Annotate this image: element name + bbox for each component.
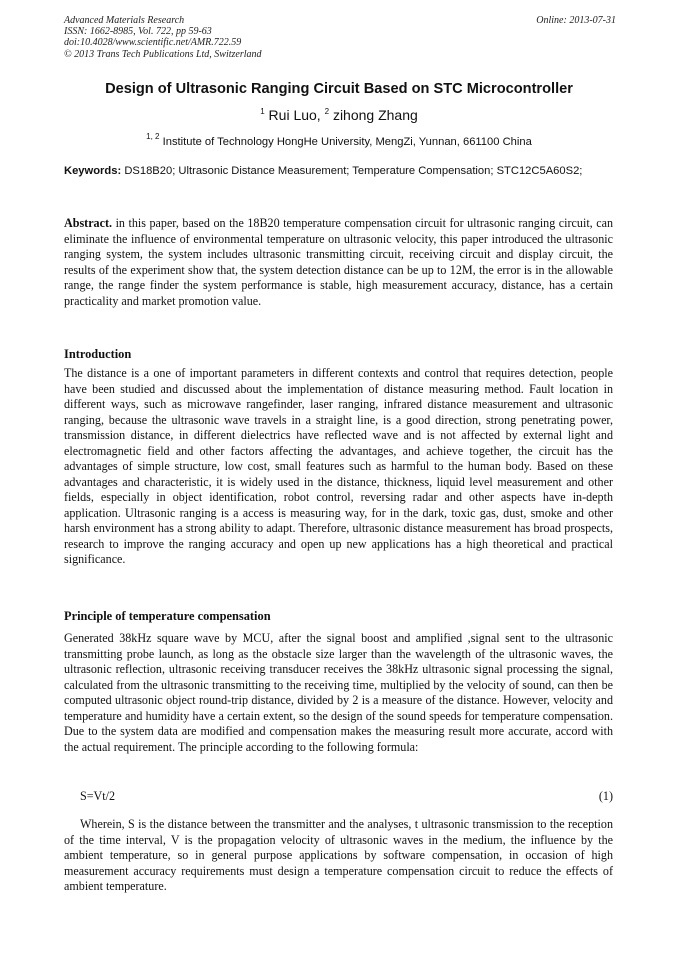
- abstract-block: [64, 216, 613, 309]
- author-1-sup: 1: [260, 107, 265, 116]
- equation-1: [80, 789, 613, 804]
- keywords-block: [64, 164, 613, 179]
- equation-explanation-paragraph: Wherein, S is the distance between the transmitter and the analyses, t ultrasonic transmission to the reception of the time interval, V is the propagation velocity of ultrasonic waves in the medium, the influence by the ambient temperature, so in general purpose applications by software compensation, in occasion of high measurement accuracy requirements must design a temperature compensation circuit to reduce the effects of ambient temperature.: [64, 817, 613, 893]
- journal-copyright: © 2013 Trans Tech Publications Ltd, Switzerland: [64, 48, 262, 60]
- introduction-heading: Introduction: [64, 347, 132, 361]
- journal-issn: ISSN: 1662-8985, Vol. 722, pp 59-63: [64, 26, 212, 38]
- abstract-label: Abstract.: [64, 216, 113, 230]
- author-1-name: Rui Luo,: [268, 107, 321, 123]
- author-list: [40, 103, 638, 124]
- equation-number: (1): [598, 789, 613, 803]
- journal-doi: doi:10.4028/www.scientific.net/AMR.722.59: [64, 37, 242, 49]
- principle-paragraph: Generated 38kHz square wave by MCU, after the signal boost and amplified ,signal sent to the ultrasonic transmitting probe launch, as long as the obstacle size larger than the wavelength of the ultrasonic waves, the ultrasonic reflection, ultrasonic receiving transducer receives the 38kHz ultrasonic signal processing the signal, calculated from the ultrasonic transmitting to the receiving time, multiplied by the velocity of sound, can then be computed ultrasonic object round-trip distance, divided by 2 is a measure of the distance. However, velocity and temperature and humidity have a certain extent, so the design of the sound speeds for temperature compensation. Due to the system data are modified and compensation makes the measuring result more accurate, accord with the actual requirement. The principle according to the following formula:: [64, 631, 613, 754]
- keywords-text: DS18B20; Ultrasonic Distance Measurement; Temperature Compensation; STC12C5A60S2;: [124, 165, 583, 177]
- affiliation: [40, 129, 638, 150]
- abstract-text: in this paper, based on the 18B20 temperature compensation circuit for ultrasonic ranging circuit, can eliminate the influence of environmental temperature on ultrasonic velocity, this paper introduced the ultrasonic ranging system, the system includes ultrasonic transmitting circuit, receiving circuit and display circuit, the results of the experiment show that, the system detection distance can be up to 12M, the error is in the allowable range, the range finder the system performance is stable, high measurement accuracy, distance, has a certain practicality and market promotion value.: [64, 216, 614, 308]
- author-2-sup: 2: [324, 107, 330, 116]
- keywords-label: Keywords:: [64, 165, 122, 177]
- author-2-name: zihong Zhang: [332, 107, 418, 123]
- paper-title: Design of Ultrasonic Ranging Circuit Based on STC Microcontroller: [105, 81, 573, 97]
- journal-name: Advanced Materials Research: [64, 15, 185, 26]
- affiliation-text: Institute of Technology HongHe University, MengZi, Yunnan, 661100 China: [162, 136, 532, 148]
- journal-header: [64, 15, 616, 60]
- introduction-paragraph: The distance is a one of important parameters in different contexts and control that requires detection, people have been studied and discussed about the implementation of distance measuring method. Fault location in different ways, such as microwave rangefinder, laser ranging, infrared distance measurement and ultrasonic ranging, because the ultrasonic wave travels in a straight line, is a good direction, strong penetrating power, transmission distance, in different dielectrics have reflected wave and is not affected by external light and electromagnetic field and other factors affecting the advantages, and achieve together, the circuit has the advantages of simple structure, low cost, small features such as harmful to the human body. Based on these advantages and characteristic, it is widely used in the distance, thickness, liquid level measurement and other fields, especially in object identification, robot control, reversing radar and other aspects have in-depth application. Ultrasonic ranging is a access is measuring way, for in the dark, toxic gas, dust, smoke and other harsh environment has a strong ability to adapt. Therefore, ultrasonic distance measurement has broad prospects, research to improve the ranging accuracy and open up new applications has a high theoretical and practical significance.: [64, 366, 613, 566]
- equation-text: S=Vt/2: [80, 789, 116, 803]
- principle-heading: Principle of temperature compensation: [64, 609, 271, 623]
- online-date: Online: 2013-07-31: [536, 15, 616, 26]
- affiliation-sup: 1, 2: [146, 132, 160, 141]
